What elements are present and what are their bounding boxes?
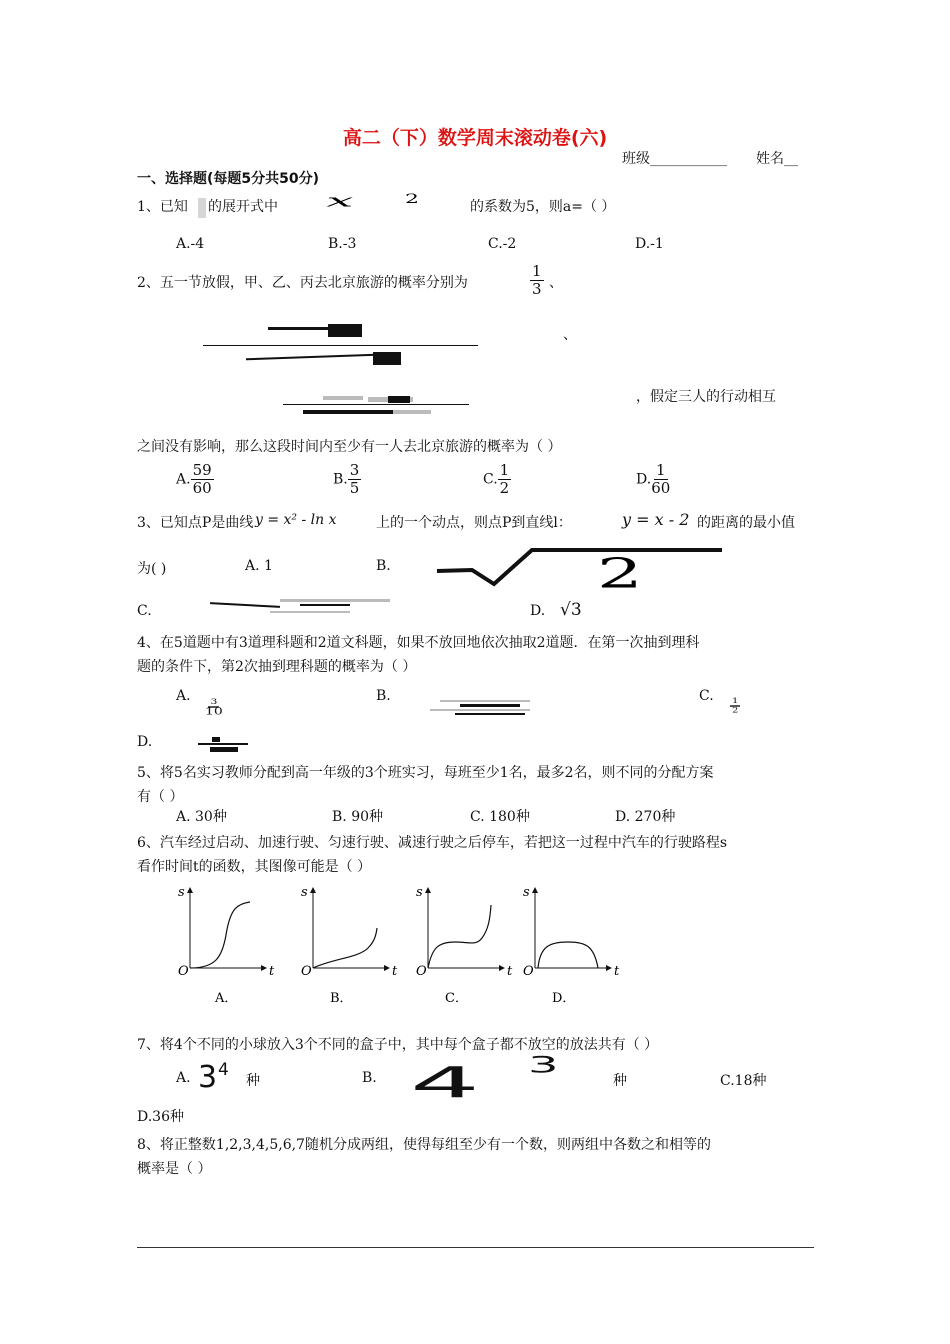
q6-line1: 6、汽车经过启动、加速行驶、匀速行驶、减速行驶之后停车，若把这一过程中汽车的行驶路程s bbox=[137, 835, 728, 851]
q7-option-a-base: 3 bbox=[198, 1060, 218, 1095]
q2-option-b: B. $\frac{3}{5}$ bbox=[333, 461, 360, 497]
graph-b-origin: O bbox=[301, 964, 312, 979]
graph-c-s-label: s bbox=[416, 885, 423, 900]
q5-line2: 有（ ） bbox=[137, 789, 184, 805]
q5-option-c: C. 180种 bbox=[470, 809, 530, 825]
q6-line2: 看作时间t的函数，其图像可能是（ ） bbox=[137, 859, 372, 875]
graph-c-label: C． bbox=[445, 991, 468, 1005]
q2-text-a: 2、五一节放假，甲、乙、丙去北京旅游的概率分别为 bbox=[137, 275, 468, 291]
q3-text-c: 的距离的最小值 bbox=[697, 515, 795, 531]
graph-c bbox=[416, 885, 513, 1005]
q2-option-c: C. $\frac{1}{2}$ bbox=[483, 461, 510, 497]
q1-option-b: B.-3 bbox=[328, 236, 357, 252]
q7-option-a-exp: 4 bbox=[218, 1060, 229, 1080]
q1-option-a: A.-4 bbox=[176, 236, 205, 252]
q1-option-c: C.-2 bbox=[488, 236, 517, 252]
graph-a-label: A． bbox=[215, 991, 238, 1005]
q2-fraction: $\frac{1}{3}$ bbox=[532, 262, 542, 298]
svg-text:2: 2 bbox=[405, 192, 420, 207]
q8-line2: 概率是（ ） bbox=[137, 1161, 212, 1177]
q3-option-b: B. bbox=[376, 558, 391, 574]
class-field: 班级___________ bbox=[622, 151, 727, 167]
svg-text:2: 2 bbox=[597, 550, 643, 594]
graph-b bbox=[301, 885, 398, 1005]
q7-option-a-unit: 种 bbox=[246, 1073, 260, 1089]
q4-option-a: A. bbox=[176, 688, 191, 704]
q2-sep2: 、 bbox=[563, 327, 577, 343]
q5-option-a: A. 30种 bbox=[176, 809, 227, 825]
q1-option-d: D.-1 bbox=[635, 236, 664, 252]
graph-b-label: B． bbox=[330, 991, 353, 1005]
q3-option-d: D. bbox=[530, 603, 546, 619]
graph-a bbox=[178, 885, 275, 1005]
q4-option-b: B. bbox=[376, 688, 391, 704]
q8-line1: 8、将正整数1,2,3,4,5,6,7随机分成两组，使得每组至少有一个数，则两组中各数之和相等的 bbox=[137, 1137, 711, 1153]
q5-option-b: B. 90种 bbox=[332, 809, 384, 825]
q5-line1: 5、将5名实习教师分配到高一年级的3个班实习，每班至少1名，最多2名，则不同的分配方案 bbox=[137, 765, 714, 781]
q3-line-expr: y = x - 2 bbox=[622, 510, 690, 529]
q7-option-b-base: 4 bbox=[410, 1058, 480, 1108]
graph-a-origin: O bbox=[178, 964, 189, 979]
q7-option-b-exp: 3 bbox=[528, 1052, 559, 1079]
graph-b-s-label: s bbox=[301, 885, 308, 900]
q1-text-c: 的系数为5，则a=（ ） bbox=[470, 199, 616, 215]
name-field: 姓名__ bbox=[756, 151, 798, 167]
q4-option-d: D. bbox=[137, 734, 153, 750]
q4-option-a-frac: 3 10 bbox=[205, 697, 223, 718]
q2-sep: 、 bbox=[549, 275, 563, 291]
q7-option-c: C.18种 bbox=[720, 1073, 767, 1089]
q3-curve-expr: y = x² - ln x bbox=[255, 512, 337, 528]
q7-option-d: D.36种 bbox=[137, 1109, 184, 1125]
footer-rule bbox=[137, 1247, 814, 1248]
q5-option-d: D. 270种 bbox=[615, 809, 676, 825]
q2-text-c: 之间没有影响，那么这段时间内至少有一人去北京旅游的概率为（ ） bbox=[137, 439, 562, 455]
graph-d-label: D． bbox=[552, 991, 576, 1005]
q7-option-a: A. bbox=[176, 1070, 191, 1086]
q7-text: 7、将4个不同的小球放入3个不同的盒子中，其中每个盒子都不放空的放法共有（ ） bbox=[137, 1037, 659, 1053]
graph-d bbox=[523, 885, 620, 1005]
q1-text-a: 1、已知 bbox=[137, 199, 188, 215]
q1-text-b: 的展开式中 bbox=[208, 199, 278, 215]
q3-text-b: 上的一个动点，则点P到直线l： bbox=[376, 515, 572, 531]
q4-option-c: C. bbox=[699, 688, 714, 704]
q3-sqrt2-image bbox=[432, 544, 732, 594]
q3-option-a: A. 1 bbox=[245, 558, 273, 574]
section-heading: 一、选择题(每题5分共50分) bbox=[137, 171, 320, 187]
page-title: 高二（下）数学周末滚动卷(六) bbox=[342, 127, 608, 149]
graph-b-t-label: t bbox=[392, 964, 398, 979]
q2-option-a: A. $\frac{59}{60}$ bbox=[176, 461, 212, 497]
graph-a-s-label: s bbox=[178, 885, 185, 900]
q3-option-c: C. bbox=[137, 603, 152, 619]
q2-option-d: D. $\frac{1}{60}$ bbox=[636, 461, 671, 497]
q3-text-a: 3、已知点P是曲线 bbox=[137, 515, 254, 531]
svg-text:x: x bbox=[326, 192, 354, 211]
graph-c-t-label: t bbox=[507, 964, 513, 979]
graph-d-t-label: t bbox=[614, 964, 620, 979]
q1-expr-image bbox=[198, 198, 206, 218]
q2-text-b: ，假定三人的行动相互 bbox=[636, 389, 776, 405]
q3-text-d: 为( ) bbox=[137, 561, 167, 577]
q7-option-b-unit: 种 bbox=[613, 1073, 627, 1089]
q7-option-b: B. bbox=[362, 1070, 377, 1086]
q6-graphs bbox=[170, 880, 640, 1005]
graph-d-origin: O bbox=[523, 964, 534, 979]
q4-option-c-frac: $\frac{1}{2}$ bbox=[732, 697, 739, 715]
graph-d-s-label: s bbox=[523, 885, 530, 900]
q4-line1: 4、在5道题中有3道理科题和2道文科题，如果不放回地依次抽取2道题．在第一次抽到理科 bbox=[137, 635, 700, 651]
q3-option-d-expr: √3 bbox=[560, 600, 582, 620]
q4-line2: 题的条件下，第2次抽到理科题的概率为（ ） bbox=[137, 659, 417, 675]
graph-c-origin: O bbox=[416, 964, 427, 979]
q1-term-image bbox=[320, 192, 450, 222]
graph-a-t-label: t bbox=[269, 964, 275, 979]
